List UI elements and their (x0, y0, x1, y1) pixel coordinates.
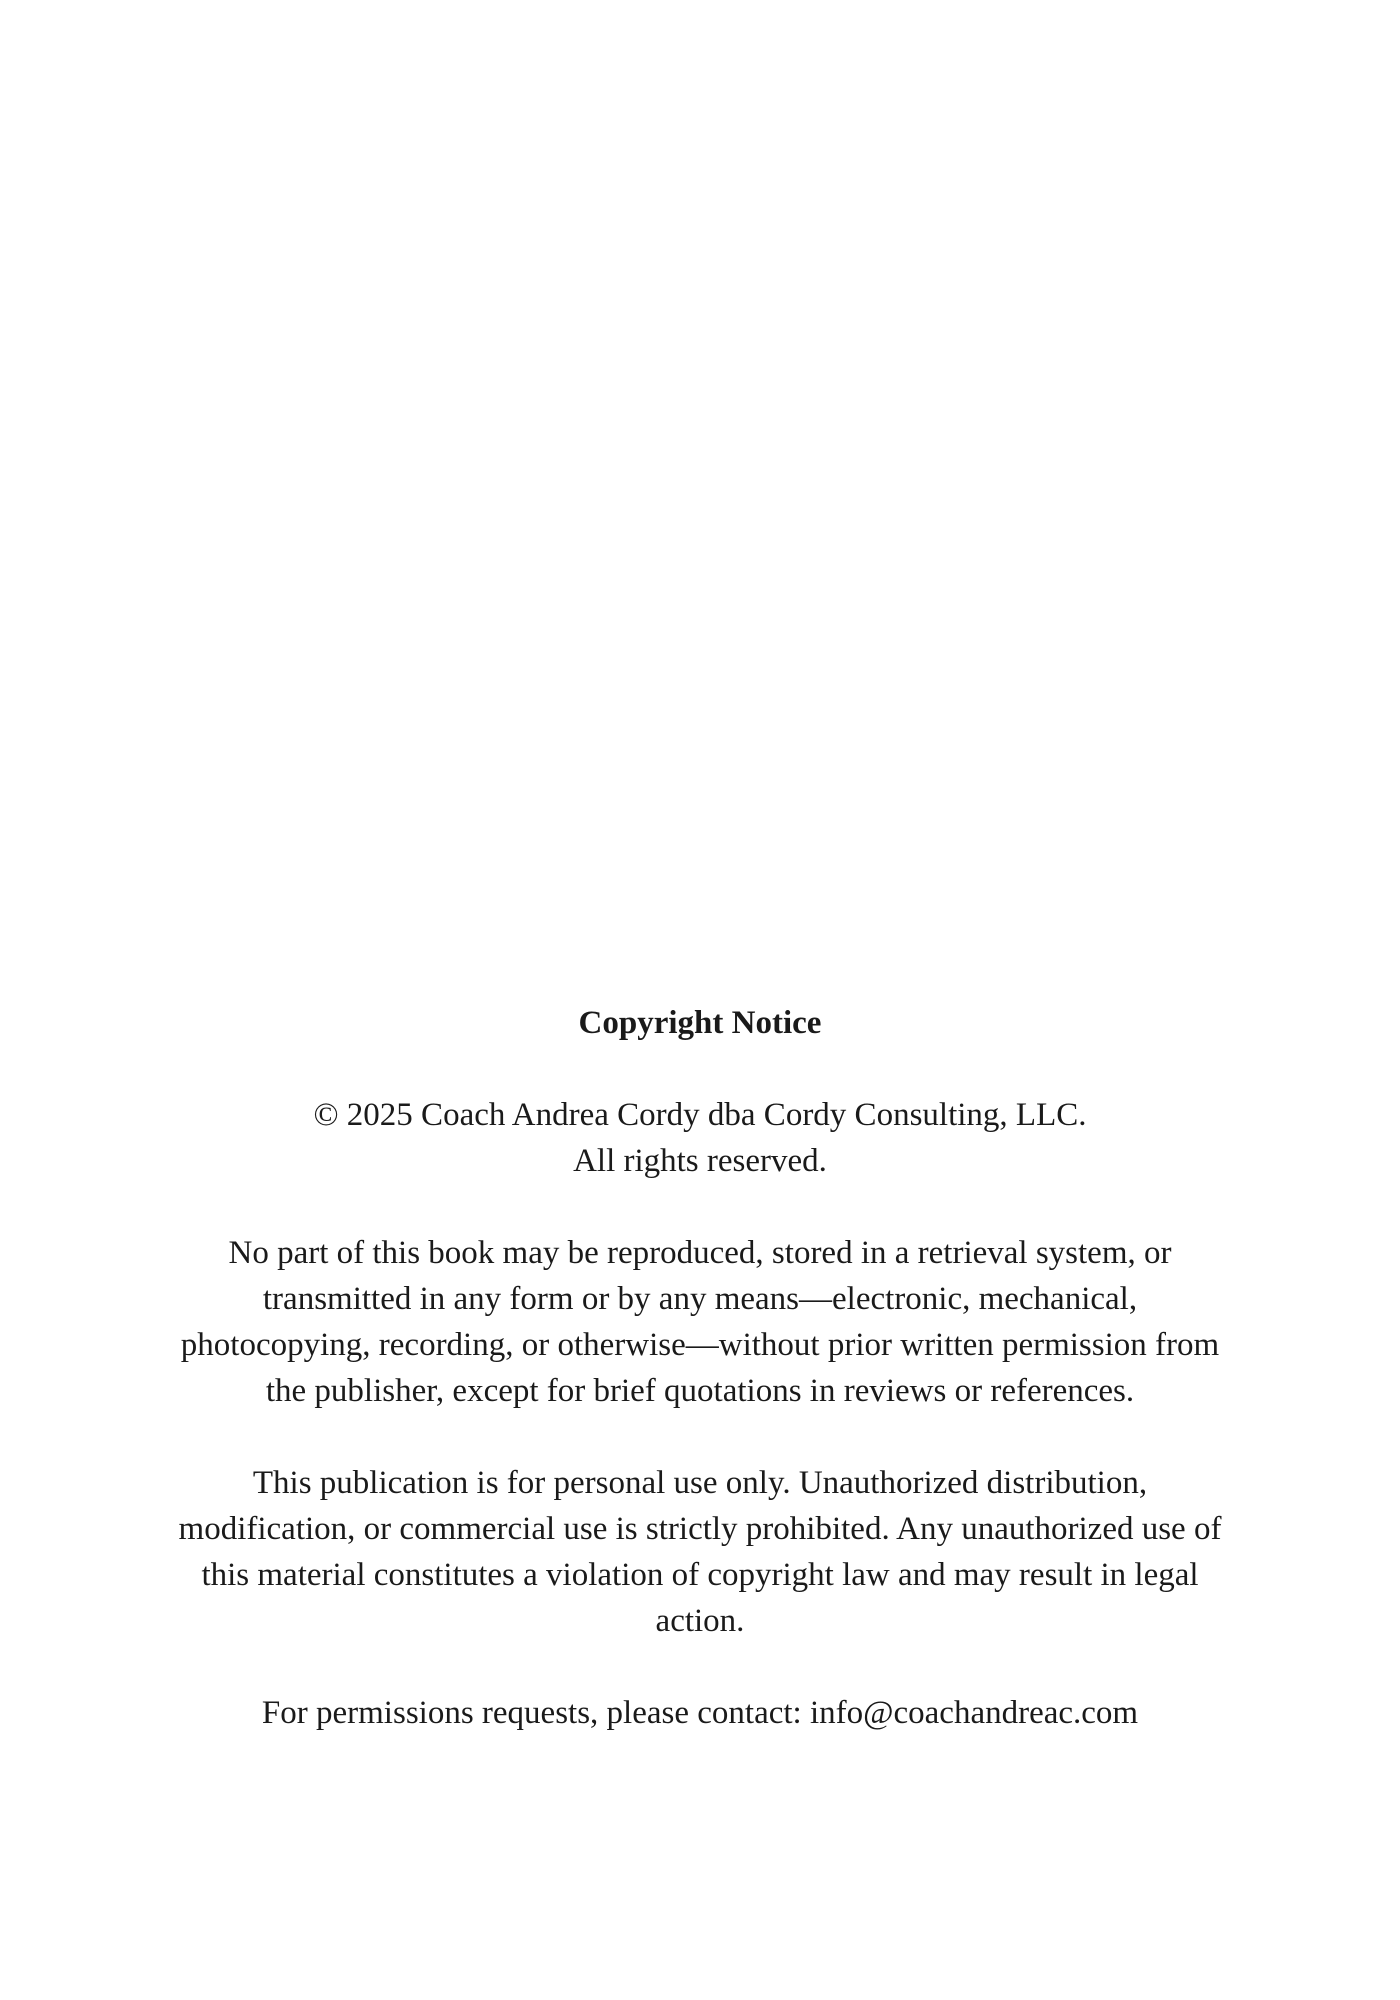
copyright-statement (170, 1092, 1230, 1184)
rights-reserved: All rights reserved. (573, 1143, 827, 1179)
permissions-contact (170, 1690, 1230, 1736)
personal-use-paragraph: This publication is for personal use only. Unauthorized distribution, modification, or commercial use is strictly prohibited. Any unauthorized use of this material constitutes a violation of copyright law and may result in legal action. (178, 1465, 1222, 1639)
contact-email: info@coachandreac.com (809, 1695, 1139, 1731)
copyright-holder: © 2025 Coach Andrea Cordy dba Cordy Consulting, LLC. (313, 1097, 1087, 1133)
notice-title: Copyright Notice (578, 1005, 822, 1041)
copyright-notice (170, 1000, 1230, 1782)
contact-label: For permissions requests, please contact: (261, 1695, 802, 1731)
reproduction-paragraph: No part of this book may be reproduced, stored in a retrieval system, or transmitted in any form or by any means—electronic, mechanical, photocopying, recording, or otherwise—without prior written permission from the publisher, except for brief quotations in reviews or references. (180, 1235, 1220, 1409)
